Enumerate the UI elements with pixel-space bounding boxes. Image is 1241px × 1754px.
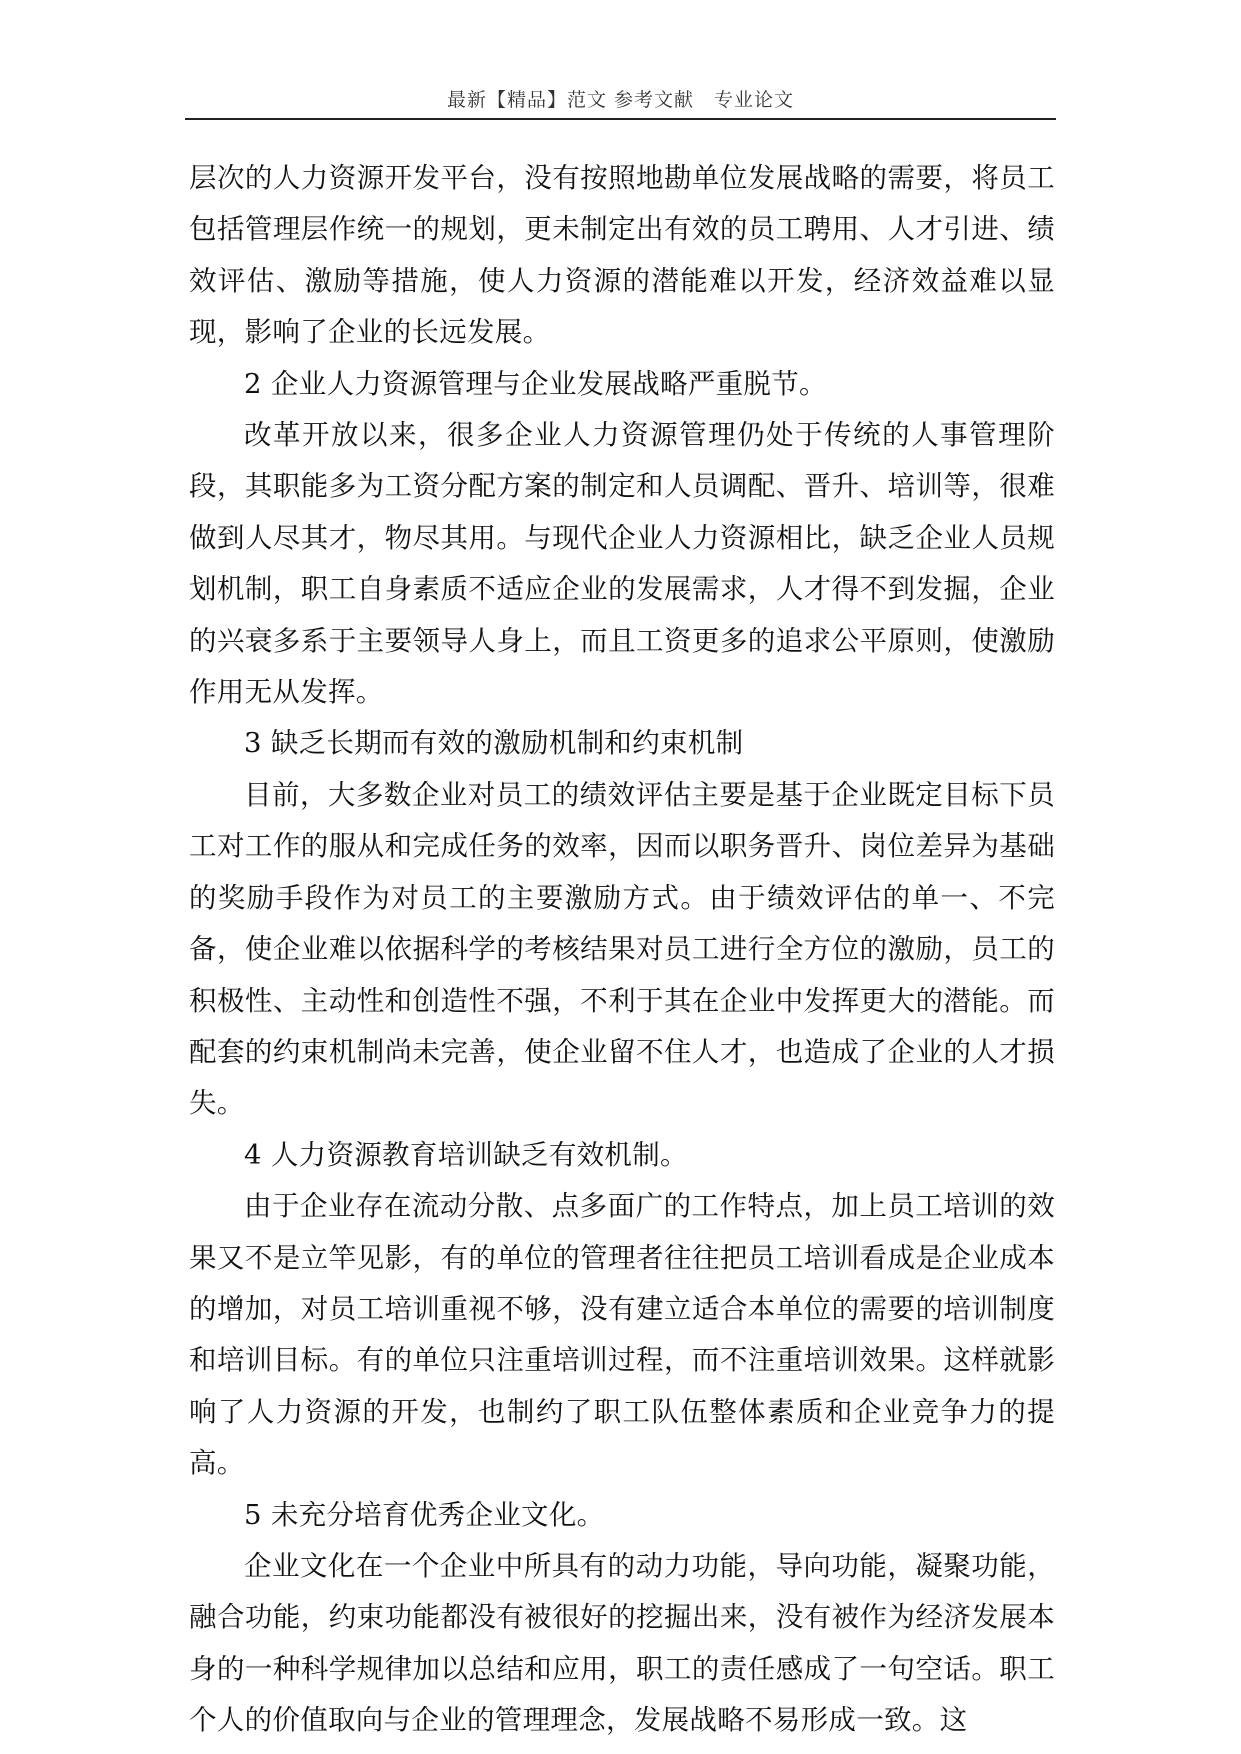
paragraph-5: 企业文化在一个企业中所具有的动力功能，导向功能，凝聚功能，融合功能，约束功能都没有被很好的挖掘出来，没有被作为经济发展本身的一种科学规律加以总结和应用，职工的责任感成了一句空话。职工个人的价值取向与企业的管理理念，发展战略不易形成一致。这 xyxy=(189,1549,1055,1737)
section-heading-2: 2 企业人力资源管理与企业发展战略严重脱节。 xyxy=(244,367,827,400)
document-body xyxy=(189,153,1055,1747)
paragraph-2: 改革开放以来，很多企业人力资源管理仍处于传统的人事管理阶段，其职能多为工资分配方案的制定和人员调配、晋升、培训等，很难做到人尽其才，物尽其用。与现代企业人力资源相比，缺乏企业人员规划机制，职工自身素质不适应企业的发展需求，人才得不到发掘，企业的兴衰多系于主要领导人身上，而且工资更多的追求公平原则，使激励作用无从发挥。 xyxy=(189,419,1055,709)
section-heading-3: 3 缺乏长期而有效的激励机制和约束机制 xyxy=(244,727,744,760)
paragraph-4: 由于企业存在流动分散、点多面广的工作特点，加上员工培训的效果又不是立竿见影，有的单位的管理者往往把员工培训看成是企业成本的增加，对员工培训重视不够，没有建立适合本单位的需要的培训制度和培训目标。有的单位只注重培训过程，而不注重培训效果。这样就影响了人力资源的开发，也制约了职工队伍整体素质和企业竞争力的提高。 xyxy=(189,1190,1055,1480)
page-header: 最新【精品】范文 参考文献 专业论文 xyxy=(185,84,1056,120)
section-heading-5: 5 未充分培育优秀企业文化。 xyxy=(244,1498,605,1531)
paragraph-1: 层次的人力资源开发平台，没有按照地勘单位发展战略的需要，将员工包括管理层作统一的规划，更未制定出有效的员工聘用、人才引进、绩效评估、激励等措施，使人力资源的潜能难以开发，经济效益难以显现，影响了企业的长远发展。 xyxy=(189,162,1055,349)
section-heading-4: 4 人力资源教育培训缺乏有效机制。 xyxy=(244,1138,688,1171)
paragraph-3: 目前，大多数企业对员工的绩效评估主要是基于企业既定目标下员工对工作的服从和完成任务的效率，因而以职务晋升、岗位差异为基础的奖励手段作为对员工的主要激励方式。由于绩效评估的单一、不完备，使企业难以依据科学的考核结果对员工进行全方位的激励，员工的积极性、主动性和创造性不强，不利于其在企业中发挥更大的潜能。而配套的约束机制尚未完善，使企业留不住人才，也造成了企业的人才损失。 xyxy=(189,778,1055,1120)
